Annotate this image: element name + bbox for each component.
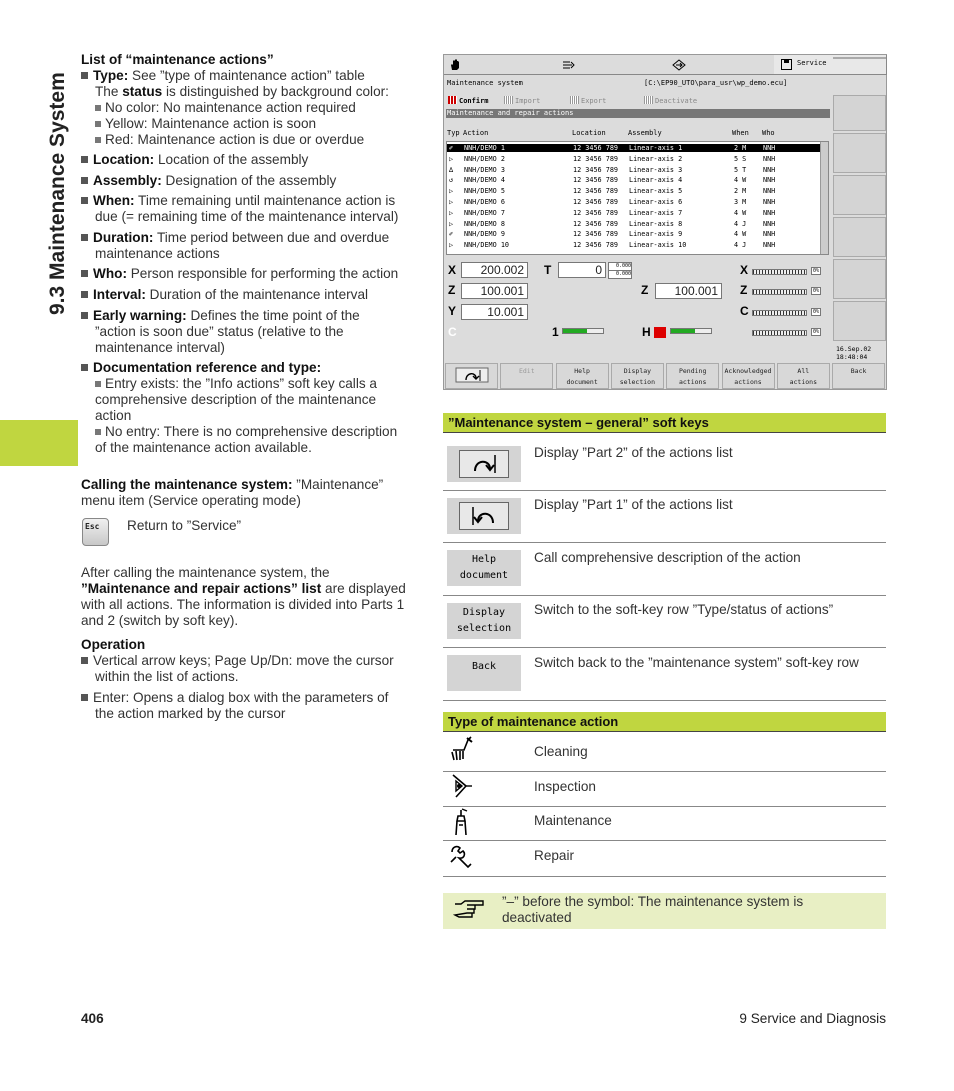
list-titlebar: Maintenance and repair actions <box>446 109 830 118</box>
screen-softkey-6[interactable]: All actions <box>777 363 830 389</box>
action-row[interactable] <box>447 187 821 195</box>
vertical-softkey-2[interactable] <box>833 133 886 173</box>
arrow-diamond-icon <box>672 59 686 71</box>
type-table-title: Type of maintenance action <box>443 712 886 731</box>
row-cell: 12 3456 789 <box>573 219 619 228</box>
vertical-softkey-3[interactable] <box>833 175 886 215</box>
row-cell: 12 3456 789 <box>573 165 619 174</box>
actions-list[interactable] <box>446 141 829 255</box>
type-icon: ▷ <box>449 219 454 228</box>
hand-icon <box>449 59 461 71</box>
type-icon: ✐ <box>449 144 454 152</box>
row-cell: Linear-axis 7 <box>629 208 683 217</box>
row-cell: NNH/DEMO 4 <box>464 176 505 185</box>
list-scrollbar[interactable] <box>820 142 828 254</box>
documentation-item: Documentation reference and type: Entry exists: the ”Info actions” soft key calls a comprehensive description of the maintenance action No entry: There is no comprehensive description of the maintenance action available. <box>81 360 426 456</box>
y-value: 10.001 <box>461 304 528 320</box>
location-item: Location: Location of the assembly <box>81 152 426 168</box>
row-cell: 12 3456 789 <box>573 208 619 217</box>
row-cell: 12 3456 789 <box>573 176 619 185</box>
action-row[interactable] <box>447 198 821 206</box>
type-icon: ↺ <box>449 176 454 185</box>
row-cell: Linear-axis 1 <box>629 144 683 152</box>
back-description: Switch back to the ”maintenance system” soft-key row <box>534 655 859 670</box>
operation-section: Operation Vertical arrow keys; Page Up/Dn: move the cursor within the list of actions. Enter: Opens a dialog box with the parameters of the action marked by the cursor <box>81 637 394 721</box>
row-cell: NNH/DEMO 10 <box>464 241 510 250</box>
part1-description: Display ”Part 1” of the actions list <box>534 497 733 512</box>
chapter-footer: 9 Service and Diagnosis <box>739 1011 886 1026</box>
row-cell: 12 3456 789 <box>573 187 619 196</box>
col-typ: Typ <box>447 129 460 137</box>
row-cell: NNH <box>763 241 776 250</box>
chapter-tab <box>0 420 78 466</box>
curved-arrow-right-icon <box>454 366 490 384</box>
row-cell: Linear-axis 9 <box>629 230 683 239</box>
left-column: List of “maintenance actions” Type: See ”type of maintenance action” table The status is distinguished by background color: No color: No maintenance action required Yellow: Maintenance action is soon Red: Maintenance action is due or overdue <box>81 52 426 148</box>
type-icon: ▷ <box>449 198 454 206</box>
z2-value: 100.001 <box>655 283 722 299</box>
part2-softkey[interactable] <box>447 446 521 482</box>
col-who: Who <box>762 129 775 137</box>
help-document-softkey[interactable]: Help document <box>447 550 521 586</box>
z-value: 100.001 <box>461 283 528 299</box>
who-item: Who: Person responsible for performing the action <box>81 266 426 282</box>
date-time: 16.Sep.02 18:48:04 <box>836 345 872 361</box>
screen-softkey-7[interactable]: Back <box>832 363 885 389</box>
note-box: ”–” before the symbol: The maintenance system is deactivated <box>443 893 886 929</box>
display-selection-description: Switch to the soft-key row ”Type/status of actions” <box>534 602 834 617</box>
row-cell: 2 M <box>734 144 747 152</box>
menu-import[interactable]: Import <box>504 96 540 105</box>
screen-softkey-5[interactable]: Acknowledged actions <box>722 363 775 389</box>
row-cell: NNH/DEMO 9 <box>464 230 505 239</box>
row-cell: 12 3456 789 <box>573 198 619 206</box>
screen-softkey-0[interactable] <box>445 363 498 389</box>
row-cell: 4 W <box>734 208 747 217</box>
screen-path: [C:\EP90_UTO\para_usr\wp_demo.ecu] <box>644 79 788 87</box>
page-number: 406 <box>81 1011 104 1026</box>
row-cell: NNH <box>763 165 776 174</box>
x-value: 200.002 <box>461 262 528 278</box>
screen-title: Maintenance system <box>447 79 523 87</box>
menu-deactivate[interactable]: Deactivate <box>644 96 697 105</box>
action-row[interactable] <box>447 209 821 217</box>
row-cell: NNH <box>763 176 776 185</box>
early-warning-item: Early warning: Defines the time point of the ”action is soon due” status (relative to the maintenance interval) <box>81 308 426 356</box>
help-description: Call comprehensive description of the action <box>534 550 801 565</box>
action-row[interactable] <box>447 155 821 163</box>
row-cell: NNH <box>763 208 776 217</box>
duration-item: Duration: Time period between due and overdue maintenance actions <box>81 230 426 262</box>
row-cell: NNH <box>763 187 776 196</box>
action-row[interactable] <box>447 166 821 174</box>
position-display: X 200.002 Z 100.001 Y 10.001 C T 0 0.000 0.000 Z 100.001 X 0% Z 0% C 0% 0% 1 H <box>448 263 820 339</box>
type-icon: ▷ <box>449 208 454 217</box>
side-title: 9.3 Maintenance System <box>46 72 69 315</box>
type-icon: ▷ <box>449 154 454 163</box>
vertical-softkey-5[interactable] <box>833 259 886 299</box>
type-item: Type: See ”type of maintenance action” table <box>81 68 426 84</box>
control-screenshot <box>443 54 887 390</box>
row-cell: NNH/DEMO 1 <box>464 144 505 152</box>
row-cell: Linear-axis 2 <box>629 154 683 163</box>
row-cell: NNH/DEMO 8 <box>464 219 505 228</box>
row-cell: 12 3456 789 <box>573 154 619 163</box>
row-cell: 12 3456 789 <box>573 144 619 152</box>
row-cell: 4 W <box>734 176 747 185</box>
vertical-softkey-1[interactable] <box>833 95 886 131</box>
row-cell: 4 J <box>734 219 747 228</box>
tab-program[interactable] <box>554 55 665 75</box>
list-heading: List of “maintenance actions” <box>81 52 274 67</box>
row-cell: Linear-axis 4 <box>629 176 683 185</box>
repair-icon <box>448 842 474 872</box>
back-softkey[interactable]: Back <box>447 655 521 691</box>
cleaning-label: Cleaning <box>534 744 588 759</box>
row-cell: NNH/DEMO 5 <box>464 187 505 196</box>
tab-service[interactable]: Service <box>774 55 887 75</box>
col-assembly: Assembly <box>628 129 662 137</box>
row-cell: Linear-axis 10 <box>629 241 687 250</box>
display-selection-softkey[interactable]: Display selection <box>447 603 521 639</box>
action-row[interactable] <box>447 241 821 249</box>
calling-paragraph: Calling the maintenance system: ”Maintenance” menu item (Service operating mode) <box>81 477 384 508</box>
row-cell: NNH <box>763 154 776 163</box>
disk-icon <box>781 59 792 70</box>
curved-arrow-right-icon <box>460 451 508 477</box>
when-item: When: Time remaining until maintenance action is due (= remaining time of the maintenance interval) <box>81 193 426 225</box>
row-cell: NNH <box>763 230 776 239</box>
row-cell: Linear-axis 5 <box>629 187 683 196</box>
row-cell: NNH <box>763 144 776 152</box>
row-cell: 5 S <box>734 154 747 163</box>
t-value: 0 <box>558 262 606 278</box>
status-none: No color: No maintenance action required <box>81 100 426 116</box>
action-row[interactable] <box>447 176 821 184</box>
part2-description: Display ”Part 2” of the actions list <box>534 445 733 460</box>
type-icon: ∆ <box>449 165 454 174</box>
menu-confirm[interactable]: Confirm <box>448 96 489 105</box>
vertical-softkey-4[interactable] <box>833 217 886 257</box>
row-cell: Linear-axis 3 <box>629 165 683 174</box>
type-icon: ✐ <box>449 230 454 239</box>
assembly-item: Assembly: Designation of the assembly <box>81 173 426 189</box>
status-red: Red: Maintenance action is due or overdue <box>81 132 426 148</box>
row-cell: 12 3456 789 <box>573 230 619 239</box>
cleaning-icon <box>448 734 474 764</box>
repair-label: Repair <box>534 848 575 863</box>
type-icon: ▷ <box>449 241 454 250</box>
col-location: Location <box>572 129 606 137</box>
maintenance-label: Maintenance <box>534 813 612 828</box>
part1-softkey[interactable] <box>447 498 521 534</box>
inspection-icon <box>448 772 474 802</box>
row-cell: NNH/DEMO 6 <box>464 198 505 206</box>
maintenance-icon <box>448 807 474 837</box>
esc-description: Return to ”Service” <box>127 518 242 533</box>
row-cell: 5 T <box>734 165 747 174</box>
action-row[interactable] <box>447 220 821 228</box>
row-cell: NNH/DEMO 7 <box>464 208 505 217</box>
col-when: When <box>732 129 749 137</box>
interval-item: Interval: Duration of the maintenance interval <box>81 287 426 303</box>
softkey-table-title: ”Maintenance system – general” soft keys <box>443 413 886 432</box>
curved-arrow-left-icon <box>460 503 508 529</box>
type-icon: ▷ <box>449 187 454 196</box>
row-cell: Linear-axis 8 <box>629 219 683 228</box>
menu-export[interactable]: Export <box>570 96 606 105</box>
action-row[interactable] <box>447 144 821 152</box>
row-cell: 12 3456 789 <box>573 241 619 250</box>
status-yellow: Yellow: Maintenance action is soon <box>81 116 426 132</box>
row-cell: 4 W <box>734 230 747 239</box>
after-paragraph: After calling the maintenance system, the ”Maintenance and repair actions” list are displayed with all actions. The information is divided into Parts 1 and 2 (switch by soft key). <box>81 565 406 628</box>
row-cell: NNH/DEMO 3 <box>464 165 505 174</box>
row-cell: Linear-axis 6 <box>629 198 683 206</box>
col-action: Action <box>463 129 489 137</box>
row-cell: NNH <box>763 198 776 206</box>
screen-softkey-1[interactable]: Edit <box>500 363 553 389</box>
esc-key[interactable]: Esc <box>82 518 109 546</box>
menu-bar <box>446 94 829 107</box>
vertical-softkey-6[interactable] <box>833 301 886 341</box>
inspection-label: Inspection <box>534 779 596 794</box>
screen-softkey-4[interactable]: Pending actions <box>666 363 719 389</box>
program-run-icon <box>562 60 576 70</box>
screen-softkey-2[interactable]: Help document <box>556 363 609 389</box>
action-row[interactable] <box>447 230 821 238</box>
row-cell: 2 M <box>734 187 747 196</box>
tab-dnc[interactable] <box>664 55 775 75</box>
screen-softkey-3[interactable]: Display selection <box>611 363 664 389</box>
row-cell: 3 M <box>734 198 747 206</box>
row-cell: 4 J <box>734 241 747 250</box>
stop-indicator <box>654 327 666 338</box>
pointing-hand-icon <box>453 898 487 920</box>
row-cell: NNH <box>763 219 776 228</box>
tab-hand[interactable] <box>444 55 555 75</box>
row-cell: NNH/DEMO 2 <box>464 154 505 163</box>
